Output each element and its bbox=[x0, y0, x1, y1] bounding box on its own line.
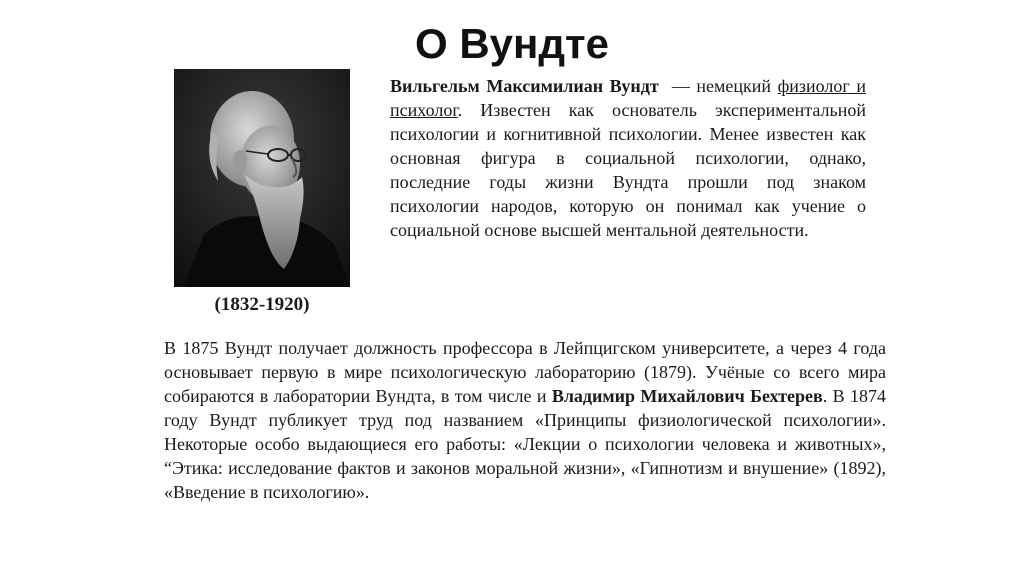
bio-part2: . В 1874 году Вундт публикует труд под названием «Принципы физиологической психологии». Некоторые особо выдающиеся его работы: «Лекции о психологии человека и животных», “Этика: исследование фактов и законов моральной жизни», «Гипнотизм и внушение» (1892), «Введение в психологию». bbox=[164, 386, 886, 502]
slide-title: О Вундте bbox=[415, 20, 609, 67]
bio-part1: В 1875 Вундт получает должность профессора в Лейпцигском университете, а через 4 года основывает первую в мире психологическую лабораторию (1879). Учёные со всего мира собираются в лаборатории Вундта, в том числе и bbox=[164, 338, 886, 406]
intro-dash: — немецкий bbox=[658, 76, 778, 96]
intro-rest: . Известен как основатель экспериментальной психологии и когнитивной психологии. Менее известен как основная фигура в социальной психологии, однако, последние годы жизни Вундта прошли под знаком психологии народов, которую он понимал как учение о социальной основе высшей ментальной деятельности. bbox=[390, 100, 866, 240]
intro-paragraph bbox=[390, 74, 866, 242]
bekhterev-name: Владимир Михайлович Бехтерев bbox=[551, 386, 823, 406]
portrait-photo bbox=[174, 69, 350, 287]
portrait-years: (1832-1920) bbox=[214, 294, 310, 315]
bio-paragraph bbox=[164, 336, 886, 504]
profession-link[interactable]: физиолог и психолог bbox=[390, 76, 866, 120]
person-name: Вильгельм Максимилиан Вундт bbox=[390, 76, 659, 96]
